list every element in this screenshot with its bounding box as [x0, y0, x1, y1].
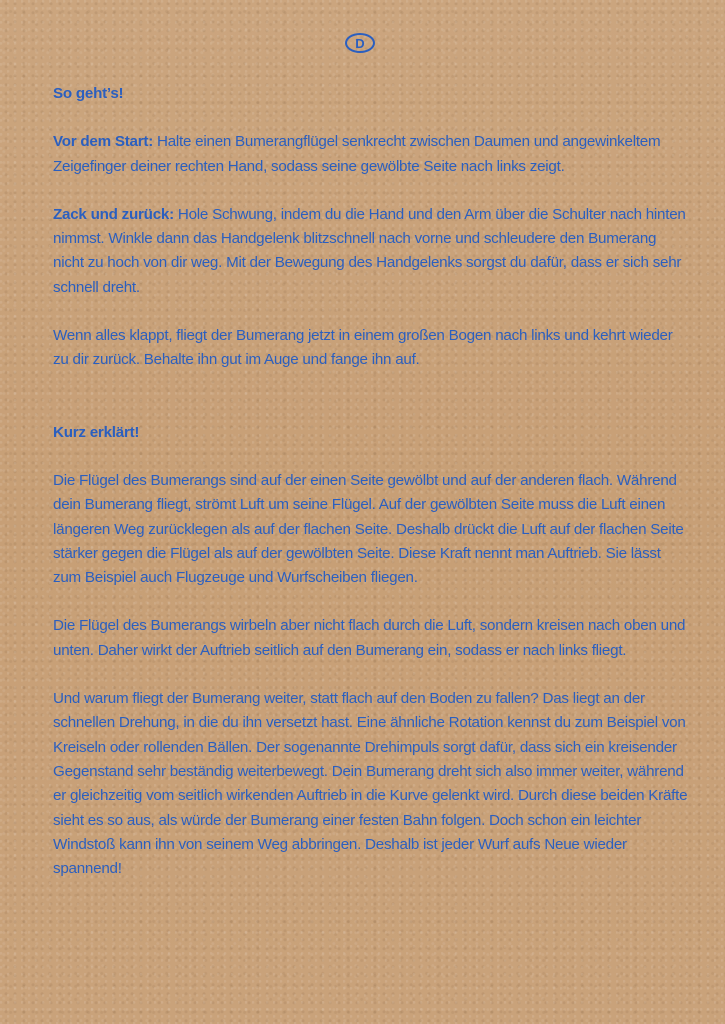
section-heading-explained: Kurz erklärt!	[53, 423, 140, 441]
paragraph-explained-3: Und warum fliegt der Bumerang weiter, statt flach auf den Boden zu fallen? Das liegt an der schnellen Drehung, in die du ihn versetzt hast. Eine ähnliche Rotation kennst du zum Beispiel von Kreiseln oder rollenden Bällen. Der sogenannte Drehimpuls sorgt dafür, dass sich ein kreisender Gegenstand sehr beständig weiterbewegt. Dein Bumerang dreht sich also immer weiter, während er gleichzeitig vom seitlich wirkenden Auftrieb in die Kurve gelenkt wird. Durch diese beiden Kräfte sieht es so aus, als würde der Bumerang einer festen Bahn folgen. Doch schon ein leichter Windstoß kann ihn von seinem Weg abbringen. Deshalb ist jeder Wurf aufs Neue wieder spannend!	[53, 690, 688, 878]
paragraph-explained-2: Die Flügel des Bumerangs wirbeln aber nicht flach durch die Luft, sondern kreisen nach oben und unten. Daher wirkt der Auftrieb seitlich auf den Bumerang ein, sodass er nach links fliegt.	[53, 617, 686, 659]
paragraph-text: Halte einen Bumerangflügel senkrecht zwischen Daumen und angewinkeltem Zeigefinger deiner rechten Hand, sodass seine gewölbte Seite nach links zeigt.	[53, 133, 661, 175]
paragraph-throw	[53, 203, 691, 300]
paragraph-lead: Zack und zurück:	[53, 205, 174, 223]
paragraph-return	[53, 324, 691, 373]
paragraph-explained-1: Die Flügel des Bumerangs sind auf der einen Seite gewölbt und auf der anderen flach. Während dein Bumerang fliegt, strömt Luft um seine Flügel. Auf der gewölbten Seite muss die Luft einen längeren Weg zurücklegen als auf der flachen Seite. Deshalb drückt die Luft auf der flachen Seite stärker gegen die Flügel als auf der gewölbten Seite. Diese Kraft nennt man Auftrieb. Sie lässt zum Beispiel auch Flugzeuge und Wurfscheiben fliegen.	[53, 471, 684, 587]
language-badge: D	[345, 33, 375, 53]
paragraph-text: Hole Schwung, indem du die Hand und den Arm über die Schulter nach hinten nimmst. Winkle dann das Handgelenk blitzschnell nach vorne und schleudere den Bumerang nicht zu hoch von dir weg. Mit der Bewegung des Handgelenks sorgst du dafür, dass er sich sehr schnell dreht.	[53, 205, 686, 296]
paragraph-lead: Vor dem Start:	[53, 133, 154, 151]
section-heading-how-to: So geht’s!	[53, 85, 124, 102]
paragraph-before-start	[53, 130, 691, 179]
section-gap	[53, 397, 691, 421]
page-content	[53, 82, 691, 905]
paragraph-text: Wenn alles klappt, fliegt der Bumerang jetzt in einem großen Bogen nach links und kehrt wieder zu dir zurück. Behalte ihn gut im Auge und fange ihn auf.	[53, 327, 673, 369]
